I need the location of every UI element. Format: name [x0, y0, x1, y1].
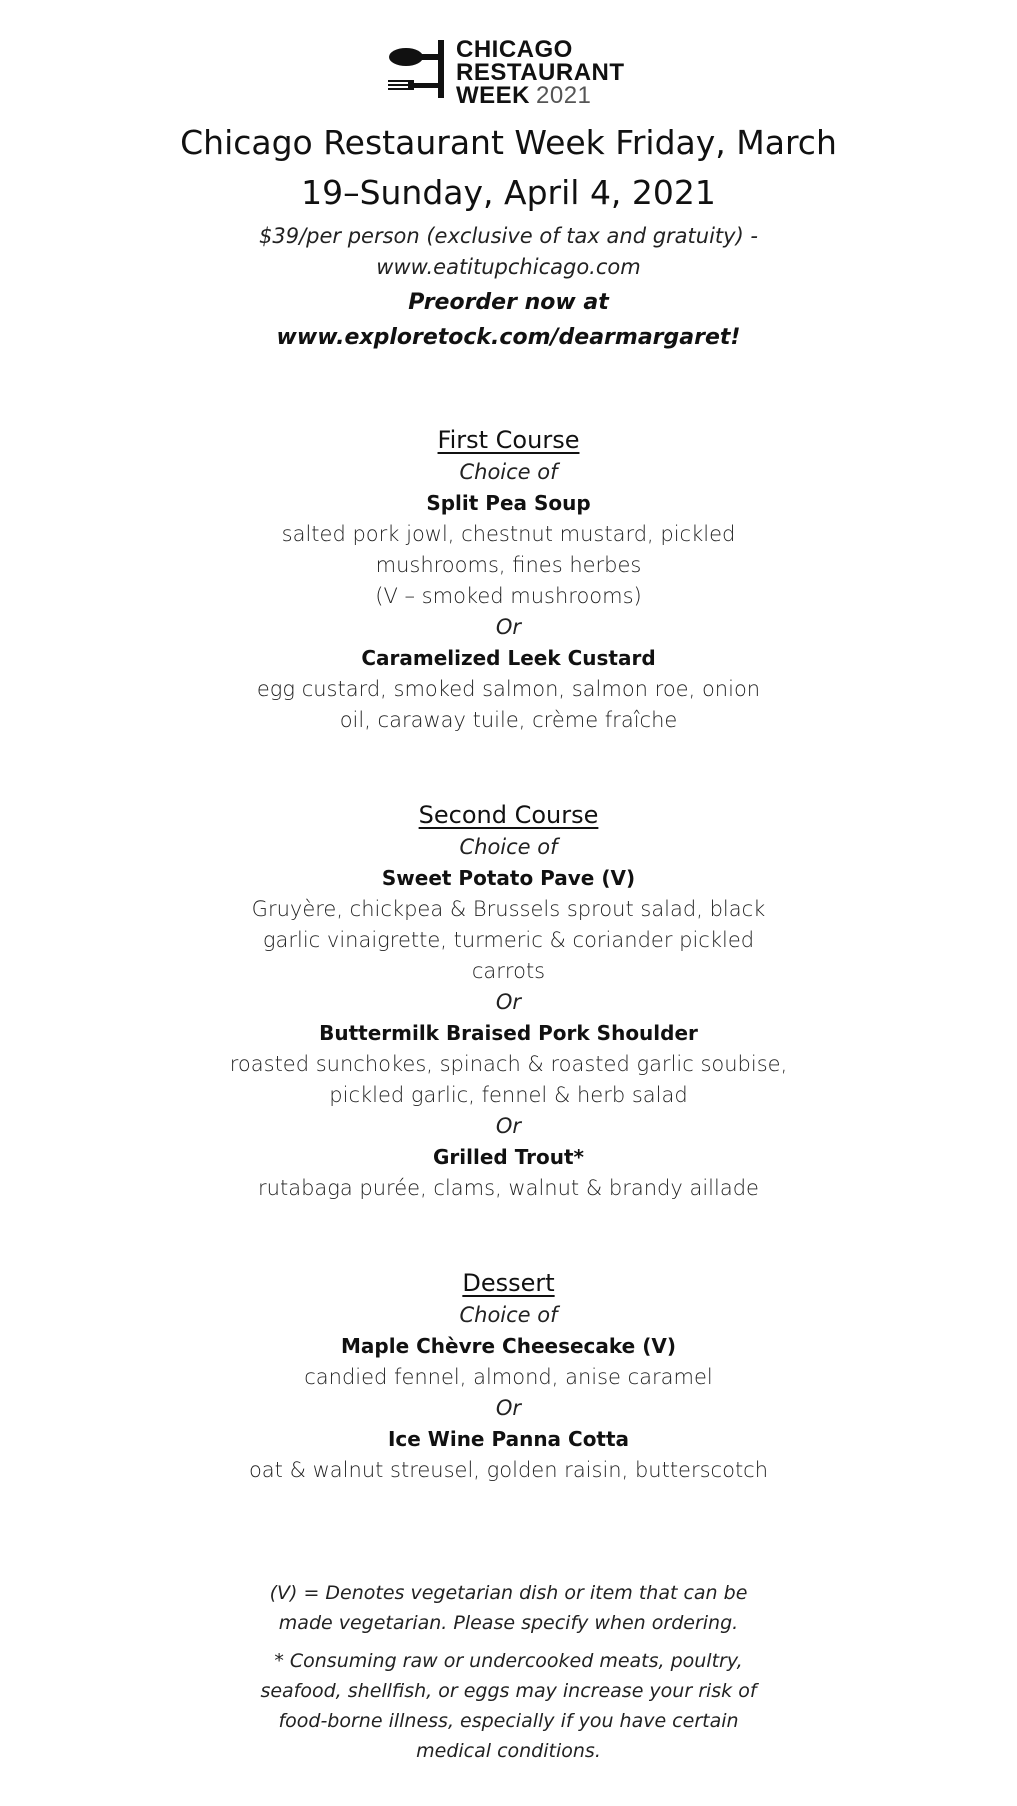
- logo-line-3: [456, 84, 625, 107]
- menu-content: [0, 118, 1017, 1766]
- or-separator: Or: [495, 615, 522, 639]
- dish-description: salted pork jowl, chestnut mustard, pickled mushrooms, fines herbes: [281, 522, 736, 577]
- dish-description: rutabaga purée, clams, walnut & brandy aillade: [258, 1176, 759, 1200]
- fork-spoon-knife-icon: [388, 38, 448, 100]
- logo-year: 2021: [536, 82, 592, 109]
- page-title: Chicago Restaurant Week Friday, March 19–Sunday, April 4, 2021: [180, 123, 837, 212]
- logo-wordmark: [456, 38, 625, 107]
- dish-name: Caramelized Leek Custard: [361, 646, 656, 670]
- dish-name: Split Pea Soup: [426, 491, 591, 515]
- logo-line-1: CHICAGO: [456, 36, 573, 63]
- or-separator: Or: [495, 1396, 522, 1420]
- logo-line-2: RESTAURANT: [456, 59, 625, 86]
- choice-of-label: Choice of: [459, 460, 558, 484]
- dish-name: Grilled Trout*: [433, 1145, 584, 1169]
- choice-of-label: Choice of: [459, 835, 558, 859]
- section-heading: Dessert: [462, 1269, 555, 1297]
- choice-of-label: Choice of: [459, 1303, 558, 1327]
- dish-name: Sweet Potato Pave (V): [381, 866, 636, 890]
- dish-name: Maple Chèvre Cheesecake (V): [341, 1334, 676, 1358]
- section-heading: First Course: [437, 426, 580, 454]
- dish-name: Ice Wine Panna Cotta: [387, 1427, 630, 1451]
- or-separator: Or: [495, 1114, 522, 1138]
- dish-description: egg custard, smoked salmon, salmon roe, onion oil, caraway tuile, crème fraîche: [256, 677, 761, 732]
- dish-description: candied fennel, almond, anise caramel: [304, 1365, 713, 1389]
- dish-note: (V – smoked mushrooms): [375, 584, 642, 608]
- price-info: $39/per person (exclusive of tax and gratuity) - www.eatitupchicago.com: [258, 224, 759, 279]
- consumption-warning: * Consuming raw or undercooked meats, poultry, seafood, shellfish, or eggs may increase your risk of food-borne illness, especially if you have certain medical conditions.: [260, 1650, 757, 1762]
- first-course-section: [189, 423, 829, 736]
- or-separator: Or: [495, 990, 522, 1014]
- dish-description: roasted sunchokes, spinach & roasted garlic soubise, pickled garlic, fennel & herb salad: [229, 1052, 788, 1107]
- logo-week: WEEK: [456, 82, 530, 109]
- dish-name: Buttermilk Braised Pork Shoulder: [319, 1021, 698, 1045]
- dessert-section: [189, 1266, 829, 1486]
- section-heading: Second Course: [418, 801, 599, 829]
- restaurant-week-logo: [388, 38, 648, 110]
- second-course-section: [189, 798, 829, 1204]
- preorder-info: Preorder now at www.exploretock.com/dearmargaret!: [276, 290, 741, 350]
- dish-description: Gruyère, chickpea & Brussels sprout salad, black garlic vinaigrette, turmeric & coriander pickled carrots: [251, 897, 766, 983]
- dish-description: oat & walnut streusel, golden raisin, butterscotch: [248, 1458, 769, 1482]
- vegetarian-note: (V) = Denotes vegetarian dish or item that can be made vegetarian. Please specify when ordering.: [269, 1582, 748, 1634]
